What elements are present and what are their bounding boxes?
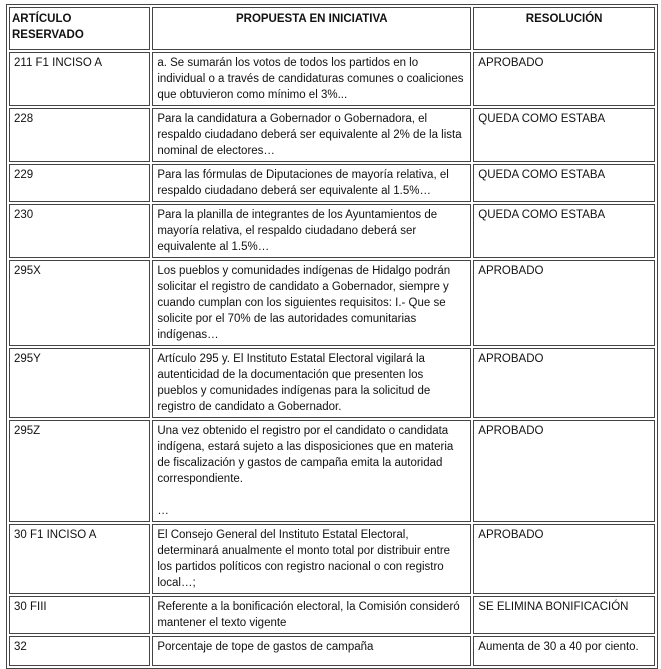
table-row (9, 420, 655, 522)
cell-resolucion: APROBADO (473, 348, 655, 418)
table-row (9, 204, 655, 258)
table-row (9, 108, 655, 162)
cell-resolucion: Aumenta de 30 a 40 por ciento. (473, 636, 655, 666)
cell-articulo: 32 (9, 636, 150, 666)
header-propuesta: PROPUESTA EN INICIATIVA (152, 7, 471, 50)
cell-propuesta: Para la candidatura a Gobernador o Gobernadora, el respaldo ciudadano deberá ser equivalente al 2% de la lista nominal de electores… (152, 108, 471, 162)
cell-resolucion: APROBADO (473, 52, 655, 106)
cell-propuesta: a. Se sumarán los votos de todos los partidos en lo individual o a través de candidaturas comunes o coaliciones que obtuvieron como mínimo el 3%... (152, 52, 471, 106)
table-row (9, 596, 655, 634)
cell-articulo: 230 (9, 204, 150, 258)
cell-resolucion: APROBADO (473, 524, 655, 594)
cell-propuesta: Referente a la bonificación electoral, la Comisión consideró mantener el texto vigente (152, 596, 471, 634)
header-articulo: ARTÍCULO RESERVADO (9, 7, 150, 50)
cell-resolucion: QUEDA COMO ESTABA (473, 204, 655, 258)
table-row (9, 636, 655, 666)
resolutions-table (6, 4, 658, 669)
table-row (9, 348, 655, 418)
cell-articulo: 30 F1 INCISO A (9, 524, 150, 594)
header-resolucion: RESOLUCIÓN (473, 7, 655, 50)
cell-propuesta: Para las fórmulas de Diputaciones de mayoría relativa, el respaldo ciudadano deberá ser equivalente al 1.5%… (152, 164, 471, 202)
cell-articulo: 295Y (9, 348, 150, 418)
cell-resolucion: QUEDA COMO ESTABA (473, 108, 655, 162)
cell-resolucion: APROBADO (473, 260, 655, 346)
cell-articulo: 30 FIII (9, 596, 150, 634)
table-header-row (9, 7, 655, 50)
cell-resolucion: SE ELIMINA BONIFICACIÓN (473, 596, 655, 634)
table-row (9, 164, 655, 202)
cell-resolucion: APROBADO (473, 420, 655, 522)
cell-propuesta: Porcentaje de tope de gastos de campaña (152, 636, 471, 666)
cell-articulo: 229 (9, 164, 150, 202)
cell-propuesta-ellipsis: … (157, 505, 169, 517)
cell-articulo: 228 (9, 108, 150, 162)
cell-propuesta: Los pueblos y comunidades indígenas de Hidalgo podrán solicitar el registro de candidato a Gobernador, siempre y cuando cumplan con los siguientes requisitos: I.- Que se solicite por el 70% de las autoridades comunitarias indígenas… (152, 260, 471, 346)
cell-articulo: 211 F1 INCISO A (9, 52, 150, 106)
table-row (9, 260, 655, 346)
cell-propuesta (152, 420, 471, 522)
table-row (9, 524, 655, 594)
cell-propuesta: Artículo 295 y. El Instituto Estatal Electoral vigilará la autenticidad de la documentación que presenten los pueblos y comunidades indígenas para la solicitud de registro de candidato a Gobernador. (152, 348, 471, 418)
document-page (6, 4, 658, 669)
cell-articulo: 295Z (9, 420, 150, 522)
cell-propuesta-text: Una vez obtenido el registro por el candidato o candidata indígena, estará sujeto a las disposiciones que en materia de fiscalización y gastos de campaña emita la autoridad correspondiente. (157, 425, 454, 485)
cell-articulo: 295X (9, 260, 150, 346)
cell-resolucion: QUEDA COMO ESTABA (473, 164, 655, 202)
cell-propuesta: Para la planilla de integrantes de los Ayuntamientos de mayoría relativa, el respaldo ciudadano deberá ser equivalente al 1.5%… (152, 204, 471, 258)
cell-propuesta: El Consejo General del Instituto Estatal Electoral, determinará anualmente el monto total por distribuir entre los partidos políticos con registro nacional o con registro local…; (152, 524, 471, 594)
table-row (9, 52, 655, 106)
